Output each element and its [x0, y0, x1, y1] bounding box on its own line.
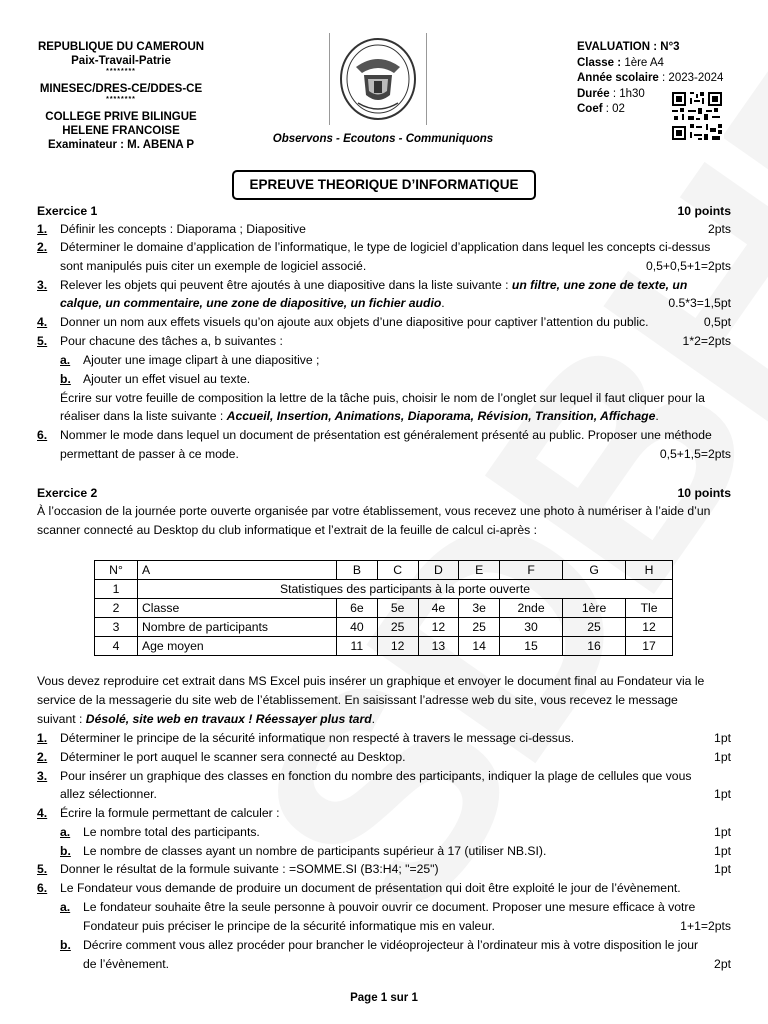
exercise1-title: Exercice 1 — [37, 204, 98, 218]
classe-label: Classe : — [577, 56, 622, 69]
table-cell: 3 — [95, 618, 138, 637]
table-cell: Age moyen — [138, 637, 337, 656]
sub-question-label: a. — [60, 353, 71, 367]
question-number: 5. — [37, 862, 48, 876]
question-text: Définir les concepts : Diaporama ; Diapositive — [60, 222, 306, 236]
table-cell: 25 — [377, 618, 418, 637]
table-cell: 2 — [95, 599, 138, 618]
question-number: 2. — [37, 240, 48, 254]
table-cell: C — [377, 561, 418, 580]
table-cell: 1 — [95, 580, 138, 599]
question-points: 1pt — [714, 731, 731, 745]
punctuation: . — [371, 712, 376, 726]
question-number: 3. — [37, 769, 48, 783]
question-points: 0.5*3=1,5pt — [668, 296, 731, 310]
table-cell: 4 — [95, 637, 138, 656]
sub-question-label: b. — [60, 938, 71, 952]
object-list: un filtre, une zone de texte, un — [511, 278, 688, 292]
sub-question-text: Fondateur puis préciser le principe de la sécurité informatique mis en valeur. — [83, 919, 495, 933]
question-points: 0,5pt — [703, 315, 731, 329]
question-number: 6. — [37, 881, 48, 895]
question-points: 2pt — [714, 957, 731, 971]
table-cell: 15 — [500, 637, 563, 656]
annee-label: Année scolaire — [577, 72, 659, 84]
ex2-context-cont — [37, 691, 731, 709]
table-cell: 30 — [500, 618, 563, 637]
table-cell: 6e — [337, 599, 378, 618]
punctuation: . — [655, 409, 659, 423]
question-points: 2pts — [707, 222, 731, 236]
exercise1-points: 10 points — [677, 204, 731, 218]
table-cell: 4e — [418, 599, 459, 618]
table-cell: 25 — [563, 618, 626, 637]
question-text: Pour insérer un graphique des classes en fonction du nombre des participants, indiquer la plage de cellules que vous — [60, 769, 692, 783]
context-text: suivant : — [37, 712, 83, 726]
table-cell: Nombre de participants — [138, 618, 337, 637]
sub-question-text: Le nombre total des participants. — [83, 825, 260, 839]
national-motto: Paix-Travail-Patrie — [71, 55, 171, 67]
question-text: Pour chacune des tâches a, b suivantes : — [60, 334, 283, 348]
sub-question-text: Décrire comment vous allez procéder pour brancher le vidéoprojecteur à l’ordinateur mis à votre disposition le jour — [83, 938, 699, 952]
table-row — [95, 580, 673, 599]
exam-title: EPREUVE THEORIQUE D’INFORMATIQUE — [232, 170, 536, 200]
question-number: 5. — [37, 334, 48, 348]
question-number: 2. — [37, 750, 48, 764]
coef-label: Coef — [577, 103, 603, 115]
question-text: Écrire la formule permettant de calculer : — [60, 806, 280, 820]
exercise2-header — [37, 484, 731, 502]
question-text: allez sélectionner. — [60, 787, 157, 801]
table-cell: B — [337, 561, 378, 580]
ex2-context — [37, 672, 731, 690]
table-cell: 14 — [459, 637, 500, 656]
table-cell: 3e — [459, 599, 500, 618]
country-name: REPUBLIQUE DU CAMEROUN — [37, 41, 205, 53]
intro-text: scanner connecté au Desktop du club informatique et l’extrait de la feuille de calcul ci-après : — [37, 523, 537, 537]
question-points: 1pt — [714, 862, 731, 876]
question-points: 1+1=2pts — [680, 919, 731, 933]
question-number: 3. — [37, 278, 48, 292]
annee-value: : 2023-2024 — [662, 72, 724, 84]
page-footer: Page 1 sur 1 — [350, 992, 418, 1004]
separator: ******** — [106, 96, 136, 103]
coef-value: : 02 — [605, 103, 625, 115]
exercise2-points: 10 points — [677, 486, 731, 500]
table-cell: A — [138, 561, 337, 580]
exercise1-header — [37, 202, 731, 220]
context-text: service de la messagerie du site web de l’établissement. En saisissant l’adresse web du site, vous recevez le message — [37, 693, 678, 707]
tab-list: Accueil, Insertion, Animations, Diaporama, Révision, Transition, Affichage — [226, 409, 656, 423]
sub-question-text: Ajouter un effet visuel au texte. — [83, 372, 251, 386]
school-motto: Observons - Ecoutons - Communiquons — [272, 133, 494, 145]
table-cell: 12 — [418, 618, 459, 637]
instruction-text: réaliser dans la liste suivante : — [60, 409, 224, 423]
ex2-context-cont2 — [37, 710, 731, 728]
sub-question-text: Le nombre de classes ayant un nombre de participants supérieur à 17 (utiliser NB.SI). — [83, 844, 547, 858]
question-points: 1pt — [714, 844, 731, 858]
table-cell: H — [626, 561, 673, 580]
sub-question-text: de l’évènement. — [83, 957, 170, 971]
question-number: 6. — [37, 428, 48, 442]
error-message: Désolé, site web en travaux ! Réessayer plus tard — [85, 712, 372, 726]
table-cell: 12 — [626, 618, 673, 637]
classe-value: 1ère A4 — [624, 56, 664, 69]
ex2-intro — [37, 502, 731, 520]
table-cell: 40 — [337, 618, 378, 637]
sub-question-text: Le fondateur souhaite être la seule personne à pouvoir ouvrir ce document. Proposer une mesure efficace à votre — [83, 900, 696, 914]
table-cell: F — [500, 561, 563, 580]
sub-question-label: b. — [60, 372, 71, 386]
question-text: Déterminer le domaine d’application de l’informatique, le type de logiciel d’application dans lequel les concepts ci-dessus — [60, 240, 711, 254]
table-cell: E — [459, 561, 500, 580]
intro-text: À l’occasion de la journée porte ouverte organisée par votre établissement, vous recevez une photo à numériser à l’aide d’un — [37, 504, 711, 518]
punctuation: . — [441, 296, 445, 310]
table-cell: 13 — [418, 637, 459, 656]
evaluation-number: EVALUATION : N°3 — [577, 41, 680, 53]
duree-label: Durée — [577, 87, 610, 100]
table-row — [95, 599, 673, 618]
separator: ******** — [106, 68, 136, 75]
header-left-block — [28, 40, 214, 152]
context-text: Vous devez reproduire cet extrait dans MS Excel puis insérer un graphique et envoyer le document final au Fondateur via le — [37, 674, 705, 688]
question-points: 0,5+1,5=2pts — [659, 447, 731, 461]
question-points: 1*2=2pts — [682, 334, 731, 348]
school-logo-icon — [329, 33, 427, 125]
ex2-intro-cont — [37, 521, 731, 539]
table-cell: 11 — [337, 637, 378, 656]
table-cell: 16 — [563, 637, 626, 656]
question-points: 1pt — [714, 750, 731, 764]
question-text: Relever les objets qui peuvent être ajoutés à une diapositive dans la liste suivante : — [60, 278, 509, 292]
question-number: 4. — [37, 315, 48, 329]
table-row — [95, 618, 673, 637]
table-cell: 1ère — [563, 599, 626, 618]
school-name-line2: HELENE FRANCOISE — [62, 125, 180, 137]
table-cell: 5e — [377, 599, 418, 618]
sub-question-text: Ajouter une image clipart à une diapositive ; — [83, 353, 320, 367]
table-cell: Tle — [626, 599, 673, 618]
table-header-row — [95, 561, 673, 580]
instruction-text: Écrire sur votre feuille de composition la lettre de la tâche puis, choisir le nom de l’onglet sur lequel il faut cliquer pour la — [60, 391, 705, 405]
table-cell: 12 — [377, 637, 418, 656]
question-number: 4. — [37, 806, 48, 820]
object-list: calque, un commentaire, une zone de diapositive, un fichier audio — [60, 296, 442, 310]
question-points: 1pt — [714, 787, 731, 801]
question-number: 1. — [37, 222, 48, 236]
question-text: Le Fondateur vous demande de produire un document de présentation qui doit être exploité le jour de l’évènement. — [60, 881, 681, 895]
question-text: Donner un nom aux effets visuels qu’on ajoute aux objets d’une diapositive pour captiver l’attention du public. — [60, 315, 649, 329]
ministry: MINESEC/DRES-CE/DDES-CE — [39, 83, 203, 95]
table-cell: G — [563, 561, 626, 580]
table-cell: Classe — [138, 599, 337, 618]
question-text: Nommer le mode dans lequel un document de présentation est généralement présenté au public. Proposer une méthode — [60, 428, 712, 442]
table-row — [95, 637, 673, 656]
question-text: Déterminer le port auquel le scanner sera connecté au Desktop. — [60, 750, 406, 764]
school-name-line1: COLLEGE PRIVE BILINGUE — [45, 111, 197, 123]
sub-question-label: a. — [60, 900, 71, 914]
table-cell: N° — [95, 561, 138, 580]
duree-value: : 1h30 — [612, 87, 645, 100]
question-points: 0,5+0,5+1=2pts — [645, 259, 731, 273]
sub-question-label: b. — [60, 844, 71, 858]
examiner: Examinateur : M. ABENA P — [47, 139, 195, 151]
question-text: Déterminer le principe de la sécurité informatique non respecté à travers le message ci-dessus. — [60, 731, 575, 745]
question-points: 1pt — [714, 825, 731, 839]
table-cell: D — [418, 561, 459, 580]
table-cell: 17 — [626, 637, 673, 656]
sub-question-label: a. — [60, 825, 71, 839]
question-number: 1. — [37, 731, 48, 745]
question-text: permettant de passer à ce mode. — [60, 447, 239, 461]
qr-code-icon — [670, 90, 724, 142]
exercise2-title: Exercice 2 — [37, 486, 98, 500]
table-cell: 25 — [459, 618, 500, 637]
spreadsheet-extract-table — [94, 560, 673, 656]
question-text: Donner le résultat de la formule suivante : =SOMME.SI (B3:H4; "=25") — [60, 862, 439, 876]
table-title-cell: Statistiques des participants à la porte ouverte — [138, 580, 673, 599]
question-text: sont manipulés puis citer un exemple de logiciel associé. — [60, 259, 367, 273]
table-cell: 2nde — [500, 599, 563, 618]
